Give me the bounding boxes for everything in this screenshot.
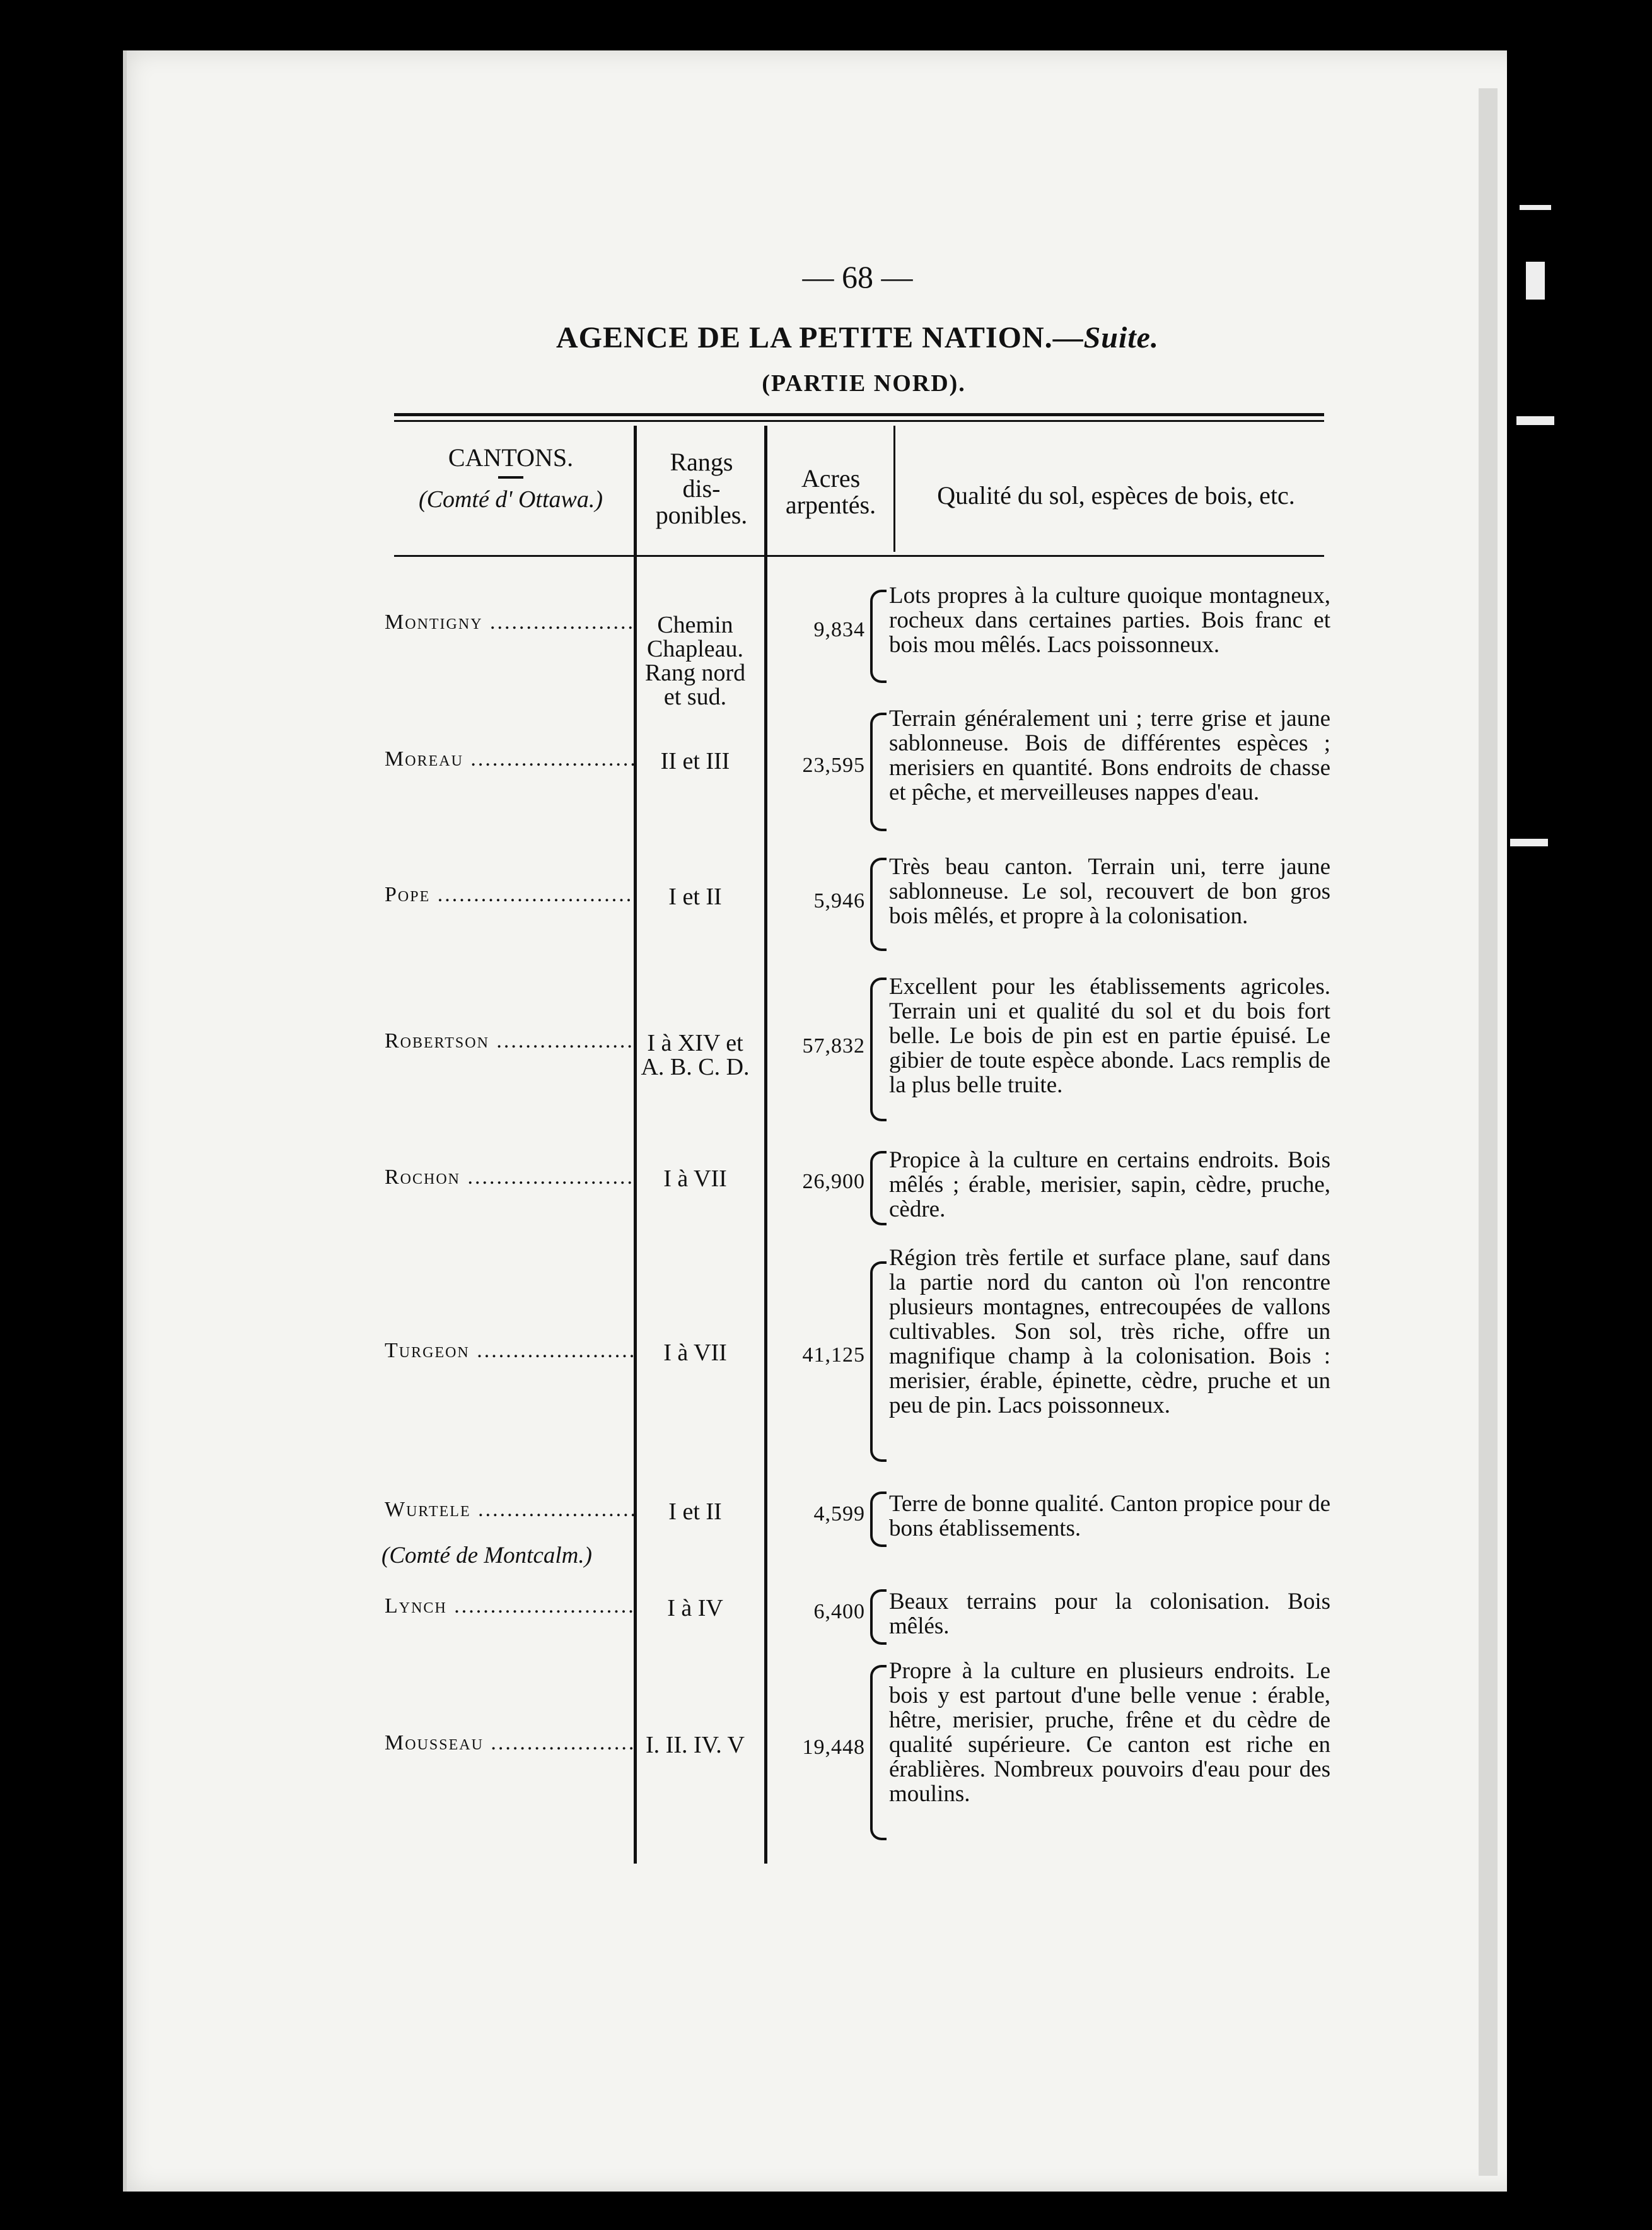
rangs-line: Rang nord — [644, 660, 746, 686]
canton-name: Wurtele ..... — [385, 1498, 634, 1522]
brace — [870, 1151, 887, 1225]
rangs-cell — [624, 1500, 766, 1524]
brace — [870, 590, 887, 683]
acres-cell: 23,595 — [802, 754, 865, 777]
title-suite: Suite. — [1083, 321, 1159, 354]
rangs-cell — [624, 1341, 766, 1365]
rangs-cell — [624, 1733, 766, 1757]
acres-cell: 5,946 — [813, 889, 865, 913]
brace — [870, 1589, 887, 1645]
canton-name: Lynch ..... — [385, 1594, 634, 1618]
canton-name: Montigny ..... — [385, 610, 634, 634]
rangs-line: I à IV — [667, 1595, 723, 1621]
page-subtitle: (PARTIE NORD). — [762, 370, 966, 397]
scan-border — [1507, 38, 1652, 2230]
rangs-cell — [624, 1167, 766, 1191]
brace — [870, 858, 887, 951]
rangs-line: I et II — [668, 1498, 722, 1525]
acres-cell: 9,834 — [813, 618, 865, 641]
rangs-line: et sud. — [663, 684, 727, 710]
header-cantons — [385, 445, 637, 513]
rangs-line: I. II. IV. V — [646, 1732, 745, 1758]
qualite-cell: Propice à la culture en certains endroits. Bois mêlés ; érable, merisier, sapin, cèdre, pruche, cèdre. — [889, 1147, 1330, 1222]
acres-cell: 41,125 — [802, 1343, 865, 1367]
scan-speck — [1516, 416, 1554, 425]
qualite-cell: Excellent pour les établissements agricoles. Terrain uni et qualité du sol et du bois fort belle. Le bois de pin est en partie épuisé. Le gibier de toute espèce abonde. Lacs remplis de la plus belle truite. — [889, 974, 1330, 1098]
rangs-cell — [624, 749, 766, 773]
qualite-cell: Beaux terrains pour la colonisation. Bois mêlés. — [889, 1589, 1330, 1639]
comte-montcalm-label: (Comté de Montcalm.) — [381, 1543, 592, 1568]
acres-cell: 6,400 — [813, 1600, 865, 1623]
header-rule-bottom — [394, 555, 1324, 557]
page-number: — 68 — — [802, 259, 913, 295]
canton-name: Pope ..... — [385, 883, 634, 907]
rangs-line: I à XIV et — [647, 1030, 743, 1056]
canton-name: Moreau ..... — [385, 747, 634, 771]
brace — [870, 978, 887, 1121]
header-rangs-line: Rangs — [670, 448, 733, 476]
header-rangs-line: dis- — [682, 474, 721, 503]
brace — [870, 1492, 887, 1547]
header-rule-top-thin — [394, 420, 1324, 422]
acres-cell: 57,832 — [802, 1034, 865, 1058]
rangs-line: I et II — [668, 884, 722, 910]
header-comte: (Comté d' Ottawa.) — [418, 486, 603, 513]
scan-speck — [1520, 205, 1551, 210]
canton-name: Robertson ..... — [385, 1029, 634, 1053]
header-qualite: Qualité du sol, espèces de bois, etc. — [937, 481, 1295, 510]
rangs-cell — [624, 1596, 766, 1620]
rangs-cell — [624, 885, 766, 909]
canton-name: Turgeon ..... — [385, 1339, 634, 1363]
canton-name: Rochon ..... — [385, 1165, 634, 1189]
rangs-line: I à VII — [663, 1340, 727, 1366]
qualite-cell: Propre à la culture en plusieurs endroits. Le bois y est partout d'une belle venue : érable, hêtre, merisier, pruche, frêne et du cèdre de qualité supérieure. Ce canton est riche en érablières. Nombreux pouvoirs d'eau pour des moulins. — [889, 1658, 1330, 1807]
header-rangs-line: ponibles. — [655, 501, 748, 529]
acres-cell: 19,448 — [802, 1736, 865, 1759]
page-edge — [1479, 88, 1498, 2176]
page-title — [504, 320, 1211, 355]
rangs-line: II et III — [660, 748, 730, 774]
qualite-cell: Très beau canton. Terrain uni, terre jaune sablonneuse. Le sol, recouvert de bon gros bois mêlés, et propre à la colonisation. — [889, 854, 1330, 929]
rangs-line: I à VII — [663, 1165, 727, 1192]
header-rule-top — [394, 413, 1324, 416]
header-acres — [766, 465, 895, 518]
brace — [870, 1665, 887, 1840]
header-dash — [498, 476, 523, 479]
qualite-cell: Terrain généralement uni ; terre grise et jaune sablonneuse. Bois de différentes espèces ; merisiers en quantité. Bons endroits de chasse et pêche, et merveilleuses nappes d'eau. — [889, 706, 1330, 805]
acres-cell: 4,599 — [813, 1502, 865, 1526]
header-cantons-label: CANTONS. — [448, 443, 574, 472]
qualite-cell: Terre de bonne qualité. Canton propice pour de bons établissements. — [889, 1491, 1330, 1541]
rangs-line: A. B. C. D. — [641, 1054, 750, 1080]
qualite-cell: Lots propres à la culture quoique montagneux, rocheux dans certaines parties. Bois franc et bois mou mêlés. Lacs poissonneux. — [889, 583, 1330, 658]
qualite-cell: Région très fertile et surface plane, sauf dans la partie nord du canton où l'on rencontre plusieurs montagnes, entrecoupées de vallons cultivables. Son sol, très riche, offre un magnifique champ à la colonisation. Bois : merisier, érable, épinette, cèdre, pruche et un peu de pin. Lacs poissonneux. — [889, 1245, 1330, 1418]
rangs-line: Chapleau. — [646, 636, 743, 662]
title-main: AGENCE DE LA PETITE NATION.— — [556, 321, 1084, 354]
scan-speck — [1510, 839, 1548, 846]
header-rangs — [637, 449, 766, 528]
rangs-cell — [624, 613, 766, 709]
acres-cell: 26,900 — [802, 1170, 865, 1193]
rangs-line: Chemin — [657, 612, 733, 638]
brace — [870, 713, 887, 831]
scan-speck — [1526, 262, 1545, 300]
canton-name: Mousseau ..... — [385, 1731, 634, 1755]
brace — [870, 1261, 887, 1462]
rangs-cell — [624, 1031, 766, 1079]
header-acres-line: Acres — [801, 464, 861, 493]
header-acres-line: arpentés. — [785, 491, 876, 519]
